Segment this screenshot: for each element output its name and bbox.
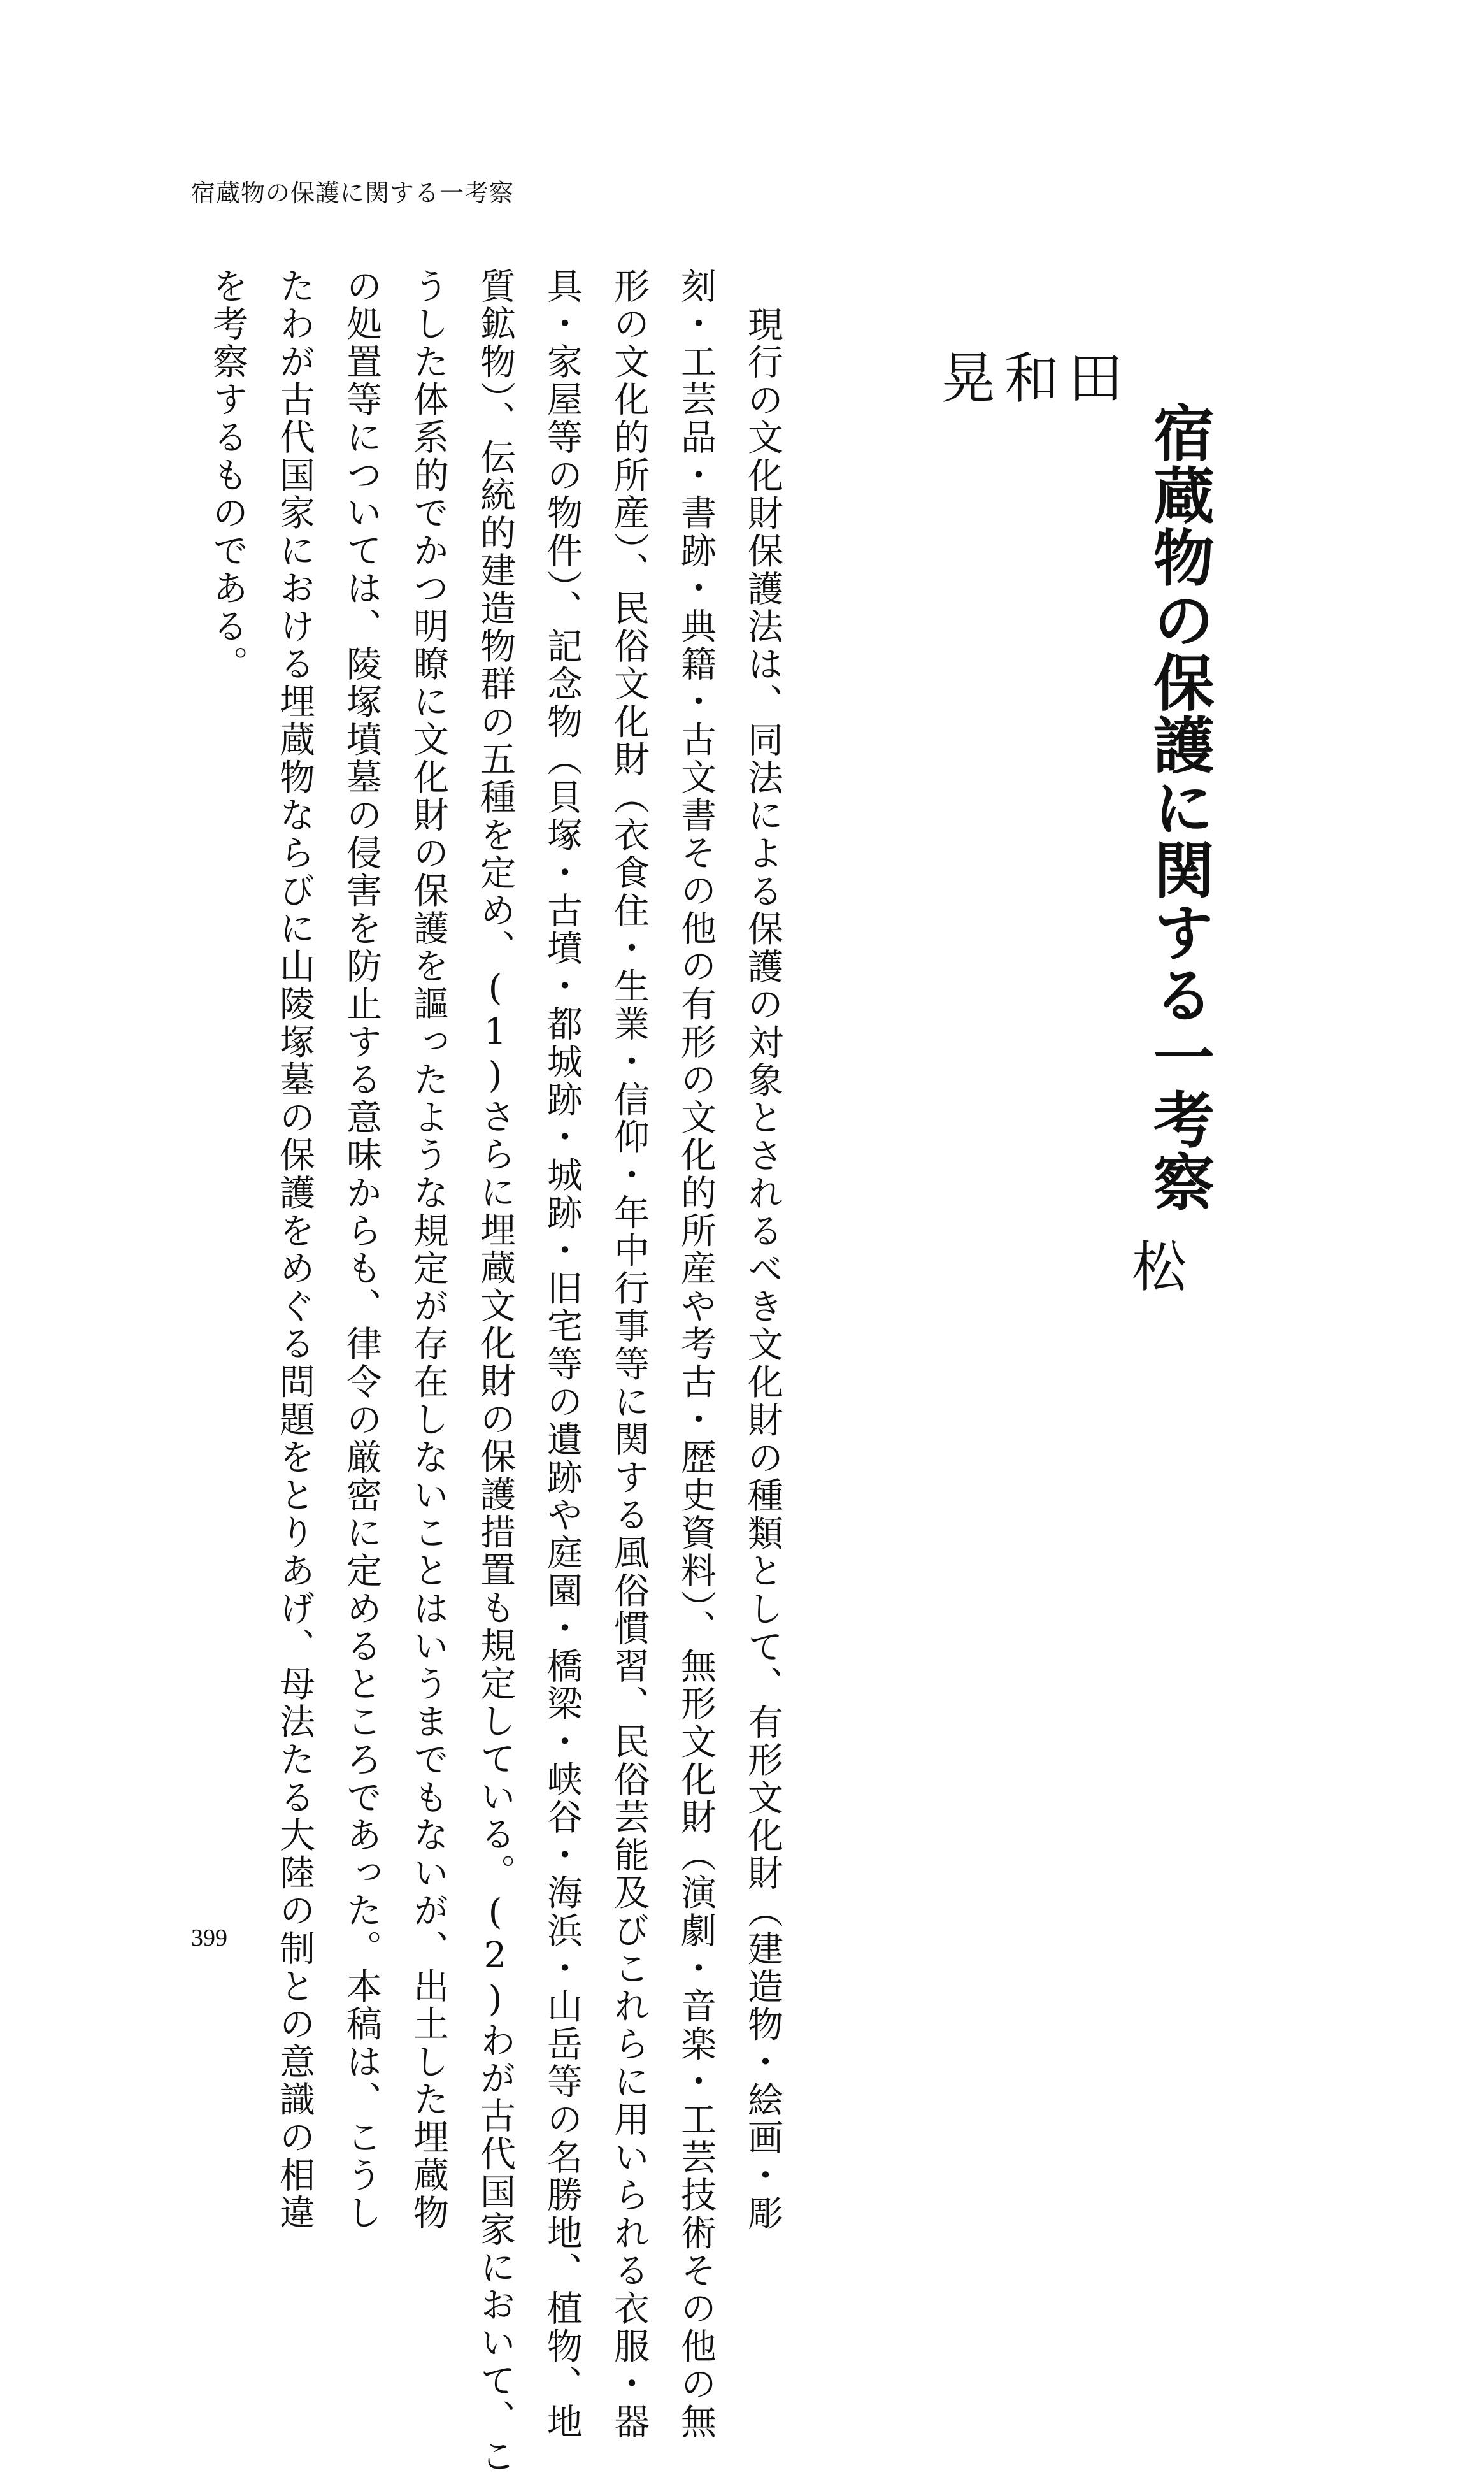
author-char: 田 (1059, 349, 1122, 404)
body-column: の処置等については、陵塚墳墓の侵害を防止する意味からも、律令の厳密に定めるところであった。本稿は、こうし (341, 268, 382, 2232)
body-column: うした体系的でかつ明瞭に文化財の保護を謳ったような規定が存在しないことはいうまでもないが、出土した埋蔵物 (408, 268, 449, 2232)
author-char: 松 (1122, 1238, 1186, 1293)
body-column: 形の文化的所産）、民俗文化財（衣食住・生業・信仰・年中行事等に関する風俗慣習、民俗芸能及びこれらに用いられる衣服・器 (608, 268, 650, 2441)
body-column: たわが古代国家における埋蔵物ならびに山陵塚墓の保護をめぐる問題をとりあげ、母法たる大陸の制との意識の相違 (274, 268, 315, 2232)
article-title: 宿蔵物の保護に関する一考察 (1143, 401, 1216, 1213)
running-head: 宿蔵物の保護に関する一考察 (191, 179, 515, 207)
body-column: 具・家屋等の物件）、記念物（貝塚・古墳・都城跡・城跡・旧宅等の遺跡や庭園・橋梁・峡谷・海浜・山岳等の名勝地、植物、地 (541, 268, 583, 2441)
author-name (931, 349, 1186, 1814)
author-char: 和 (995, 349, 1059, 404)
body-column: 質鉱物）、伝統的建造物群の五種を定め、(1)さらに埋蔵文化財の保護措置も規定している。(2)わが古代国家において、こ (474, 268, 516, 2475)
body-column: を考察するものである。 (207, 268, 248, 684)
body-column: 現行の文化財保護法は、同法による保護の対象とされるべき文化財の種類として、有形文化財（建造物・絵画・彫 (742, 306, 783, 2233)
author-char: 晃 (931, 349, 995, 404)
page-number: 399 (191, 1925, 227, 1951)
body-column: 刻・工芸品・書跡・典籍・古文書その他の有形の文化的所産や考古・歴史資料）、無形文化財（演劇・音楽・工芸技術その他の無 (675, 268, 717, 2441)
